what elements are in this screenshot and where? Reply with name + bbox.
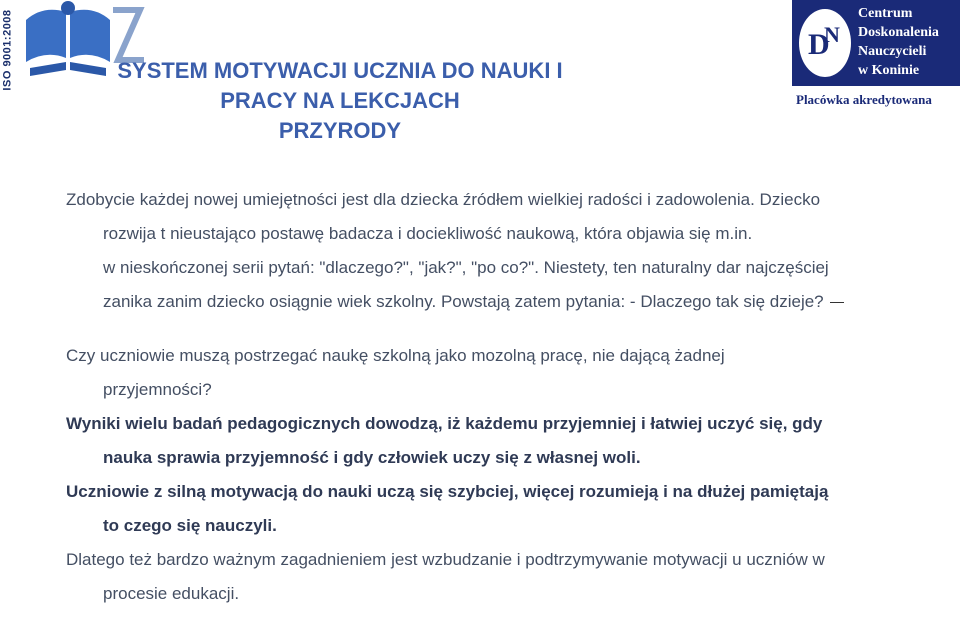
paragraph-motivation	[66, 475, 936, 543]
institution-logo-box	[792, 0, 960, 86]
paragraph-question	[66, 339, 936, 407]
paragraph-line: w nieskończonej serii pytań: "dlaczego?", "jak?", "po co?". Niestety, ten naturalny dar najczęściej	[103, 258, 829, 277]
paragraph-line: nauka sprawia przyjemność i gdy człowiek uczy się z własnej woli.	[103, 448, 641, 467]
institution-line-4: w Koninie	[858, 63, 920, 78]
institution-line-1: Centrum	[858, 6, 913, 21]
paragraph-line: przyjemności?	[103, 380, 212, 399]
paragraph-line-text: zanika zanim dziecko osiągnie wiek szkolny. Powstają zatem pytania: - Dlaczego tak się dzieje?	[103, 292, 824, 311]
paragraph-line: rozwija t nieustająco postawę badacza i dociekliwość naukową, która objawia się m.in.	[103, 224, 753, 243]
iso-badge-text: ISO 9001:2008	[2, 9, 14, 91]
institution-subtitle: Placówka akredytowana	[796, 92, 932, 107]
paragraph-line: Czy uczniowie muszą postrzegać naukę szkolną jako mozolną pracę, nie dającą żadnej	[66, 346, 725, 365]
institution-line-2: Doskonalenia	[858, 25, 939, 40]
title-line-2: PRZYRODY	[278, 118, 402, 143]
paragraph-conclusion	[66, 543, 936, 611]
paragraph-line: to czego się nauczyli.	[103, 516, 277, 535]
paragraph-research	[66, 407, 936, 475]
institution-name	[858, 4, 939, 80]
dash-mark	[830, 302, 844, 303]
institution-logo	[792, 0, 960, 112]
iso-badge	[0, 0, 16, 100]
title-line-1: SYSTEM MOTYWACJI UCZNIA DO NAUKI I PRACY NA LEKCJACH	[117, 58, 563, 113]
paragraph-line: procesie edukacji.	[103, 584, 240, 603]
svg-text:N: N	[824, 22, 840, 47]
page-title	[80, 56, 600, 146]
paragraph-line: Wyniki wielu badań pedagogicznych dowodzą, iż każdemu przyjemniej i łatwiej uczyć się, gdy	[66, 414, 823, 433]
paragraph-line	[66, 285, 936, 319]
paragraph-intro	[66, 183, 936, 319]
svg-text:D: D	[808, 28, 830, 61]
monogram-icon	[796, 6, 854, 80]
paragraph-line: Uczniowie z silną motywacją do nauki uczą się szybciej, więcej rozumieją i na dłużej pamiętają	[66, 482, 829, 501]
institution-line-3: Nauczycieli	[858, 44, 927, 59]
paragraph-line: Dlatego też bardzo ważnym zagadnieniem jest wzbudzanie i podtrzymywanie motywacji u uczniów w	[66, 550, 825, 569]
paragraph-line: Zdobycie każdej nowej umiejętności jest dla dziecka źródłem wielkiej radości i zadowolenia. Dziecko	[66, 190, 821, 209]
main-content	[66, 183, 936, 611]
